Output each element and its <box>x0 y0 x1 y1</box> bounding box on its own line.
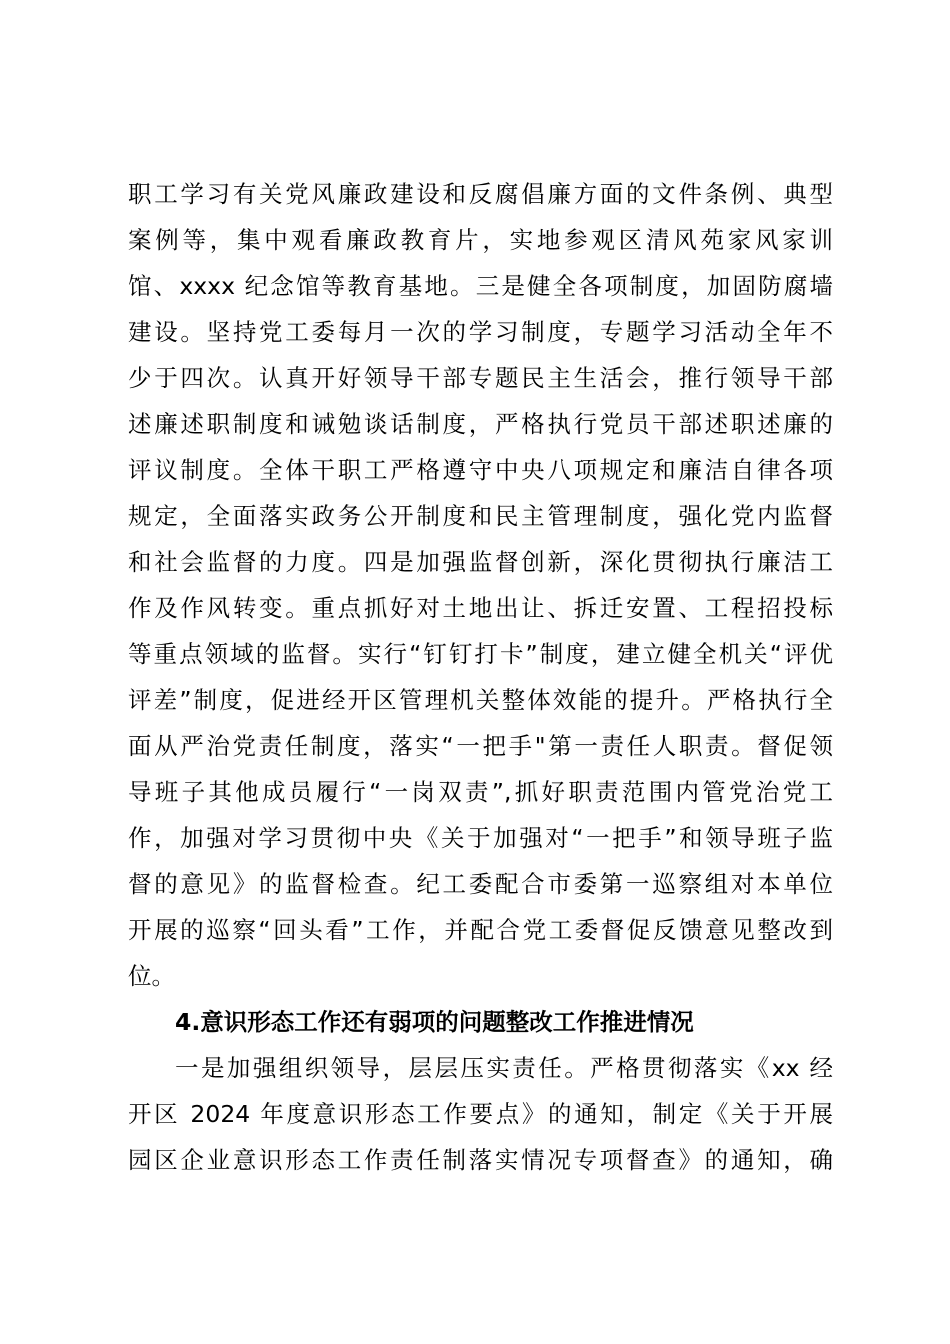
paragraph-line: 馆、xxxx 纪念馆等教育基地。三是健全各项制度，加固防腐墙 <box>128 272 833 300</box>
paragraph-line: 述廉述职制度和诫勉谈话制度，严格执行党员干部述职述廉的 <box>128 410 833 438</box>
paragraph-line: 作及作风转变。重点抓好对土地出让、拆迁安置、工程招投标 <box>128 594 833 622</box>
paragraph-line: 位。 <box>128 962 175 990</box>
paragraph-line: 导班子其他成员履行“一岗双责”,抓好职责范围内管党治党工 <box>128 778 833 806</box>
section-paragraph-line: 一是加强组织领导，层层压实责任。严格贯彻落实《xx 经 <box>175 1054 833 1082</box>
paragraph-line: 等重点领域的监督。实行“钉钉打卡”制度，建立健全机关“评优 <box>128 640 833 668</box>
paragraph-line: 面从严治党责任制度，落实“一把手"第一责任人职责。督促领 <box>128 732 833 760</box>
paragraph-line: 建设。坚持党工委每月一次的学习制度，专题学习活动全年不 <box>128 318 833 346</box>
section-heading: 4.意识形态工作还有弱项的问题整改工作推进情况 <box>175 1008 694 1036</box>
paragraph-line: 评差”制度，促进经开区管理机关整体效能的提升。严格执行全 <box>128 686 833 714</box>
paragraph-line: 案例等，集中观看廉政教育片，实地参观区清风苑家风家训 <box>128 226 833 254</box>
paragraph-line: 和社会监督的力度。四是加强监督创新，深化贯彻执行廉洁工 <box>128 548 833 576</box>
paragraph-line: 评议制度。全体干职工严格遵守中央八项规定和廉洁自律各项 <box>128 456 833 484</box>
paragraph-line: 督的意见》的监督检查。纪工委配合市委第一巡察组对本单位 <box>128 870 833 898</box>
paragraph-line: 少于四次。认真开好领导干部专题民主生活会，推行领导干部 <box>128 364 833 392</box>
section-paragraph-line: 开区 2024 年度意识形态工作要点》的通知，制定《关于开展 <box>128 1100 833 1128</box>
paragraph-line: 规定，全面落实政务公开制度和民主管理制度，强化党内监督 <box>128 502 833 530</box>
paragraph-line: 作，加强对学习贯彻中央《关于加强对“一把手”和领导班子监 <box>128 824 833 852</box>
paragraph-line: 职工学习有关党风廉政建设和反腐倡廉方面的文件条例、典型 <box>128 180 833 208</box>
section-paragraph-line: 园区企业意识形态工作责任制落实情况专项督查》的通知，确 <box>128 1146 833 1174</box>
paragraph-line: 开展的巡察“回头看”工作，并配合党工委督促反馈意见整改到 <box>128 916 833 944</box>
